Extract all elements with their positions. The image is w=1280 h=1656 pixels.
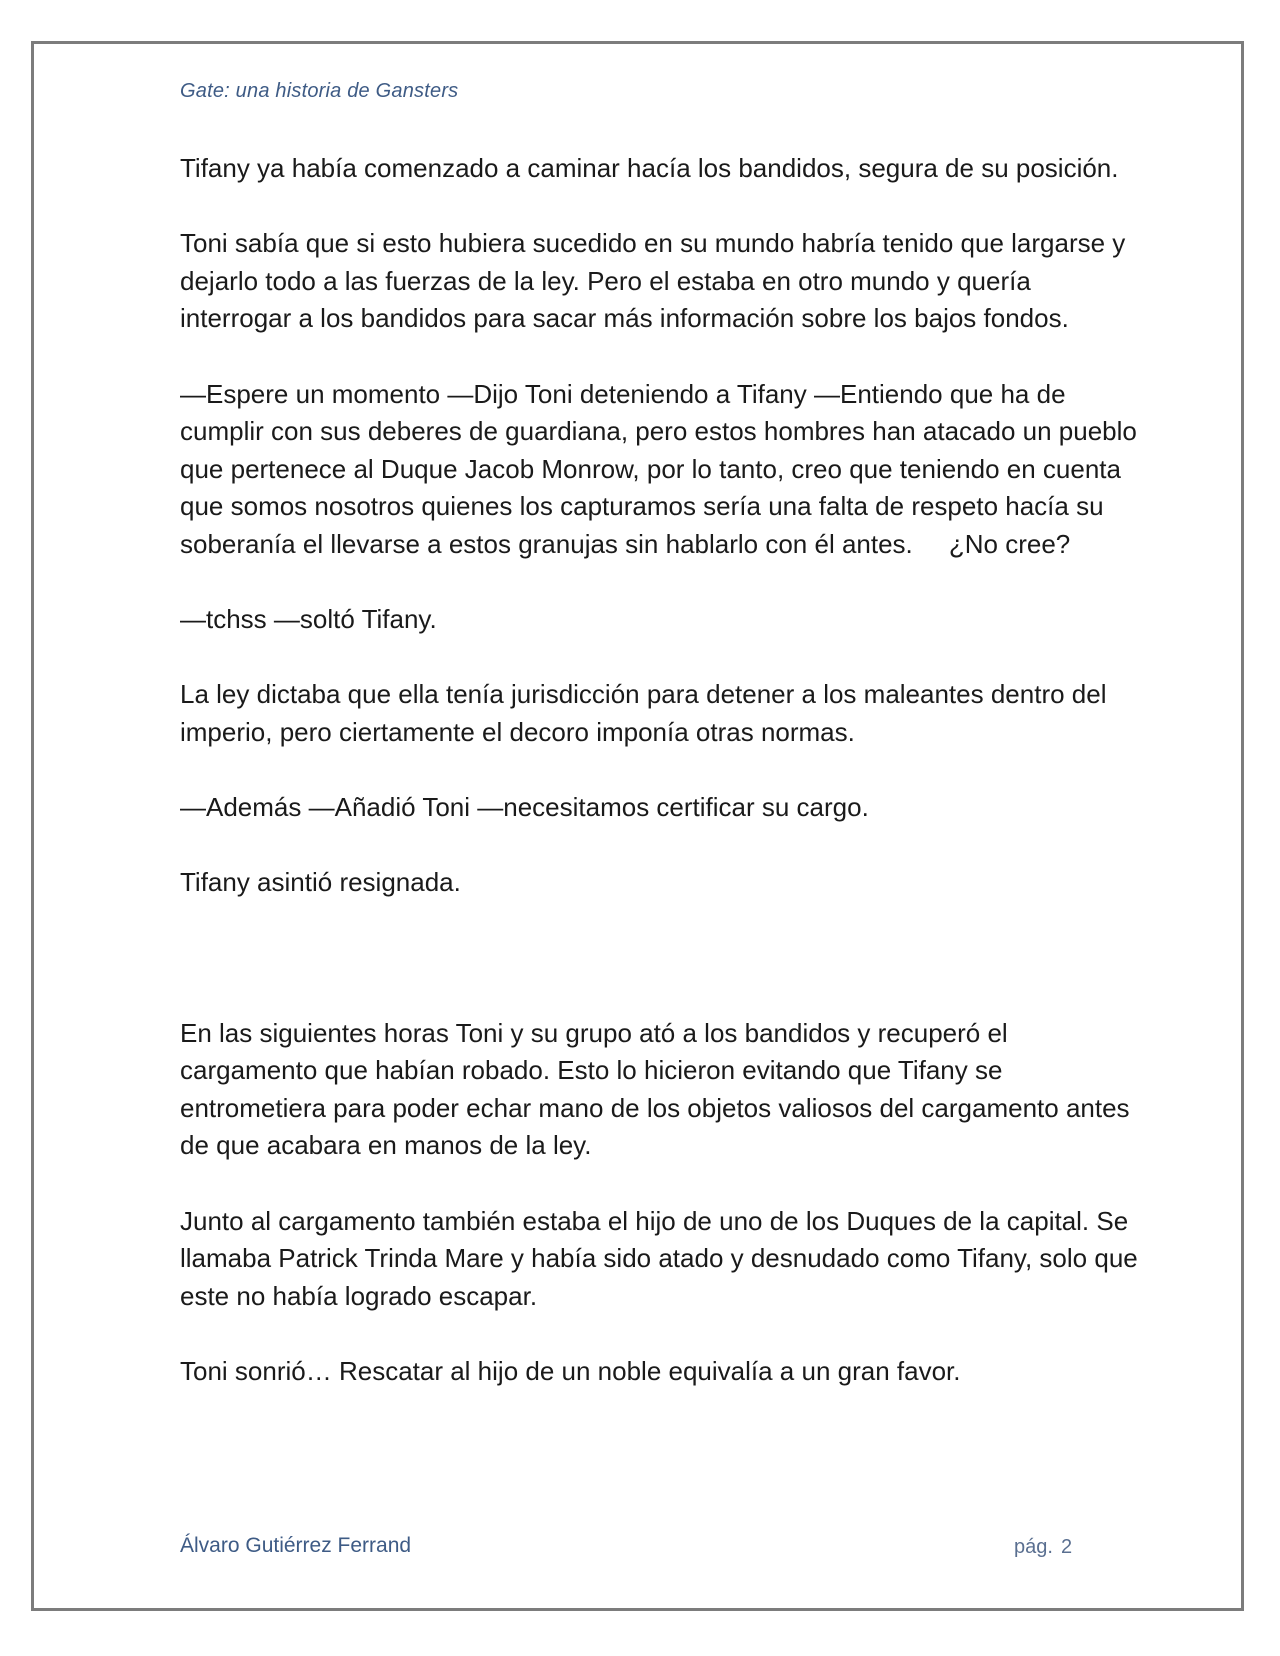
paragraph: —tchss —soltó Tifany.: [180, 604, 437, 635]
paragraph: Junto al cargamento también estaba el hijo de uno de los Duques de la capital. Se llamaba Patrick Trinda Mare y había sido atado y desnudado como Tifany, solo que este no había logrado escapar.: [180, 1205, 1145, 1311]
footer-author: Álvaro Gutiérrez Ferrand: [180, 1534, 412, 1557]
paragraph: En las siguientes horas Toni y su grupo ató a los bandidos y recuperó el cargamento que habían robado. Esto lo hicieron evitando que Tifany se entrometiera para poder echar mano de los objetos valiosos del cargamento antes de que acabara en manos de la ley.: [180, 1017, 1137, 1161]
running-header: Gate: una historia de Gansters: [180, 80, 459, 102]
paragraph: Toni sabía que si esto hubiera sucedido en su mundo habría tenido que largarse y dejarlo todo a las fuerzas de la ley. Pero el estaba en otro mundo y quería interrogar a los bandidos para sacar más información sobre los bajos fondos.: [180, 228, 1133, 334]
page-number-value: 2: [1060, 1536, 1073, 1558]
paragraph: —Además —Añadió Toni —necesitamos certificar su cargo.: [180, 792, 869, 823]
paragraph: Tifany ya había comenzado a caminar hacía los bandidos, segura de su posición.: [180, 153, 1119, 183]
body-text: [180, 150, 1145, 1428]
paragraph: Toni sonrió… Rescatar al hijo de un noble equivalía a un gran favor.: [180, 1356, 961, 1387]
paragraph: —Espere un momento —Dijo Toni deteniendo a Tifany —Entiendo que ha de cumplir con sus deberes de guardiana, pero estos hombres han atacado un pueblo que pertenece al Duque Jacob Monrow, por lo tanto, creo que teniendo en cuenta que somos nosotros quienes los capturamos sería una falta de respeto hacía su soberanía el llevarse a estos granujas sin hablarlo con él antes. ¿No cree?: [180, 378, 1145, 559]
page-label: pág.: [1014, 1536, 1053, 1558]
paragraph: Tifany asintió resignada.: [180, 867, 461, 898]
document-page: [31, 41, 1244, 1611]
paragraph: La ley dictaba que ella tenía jurisdicción para detener a los maleantes dentro del imperio, pero ciertamente el decoro imponía otras normas.: [180, 679, 1114, 747]
page-number: [1014, 1536, 1072, 1559]
